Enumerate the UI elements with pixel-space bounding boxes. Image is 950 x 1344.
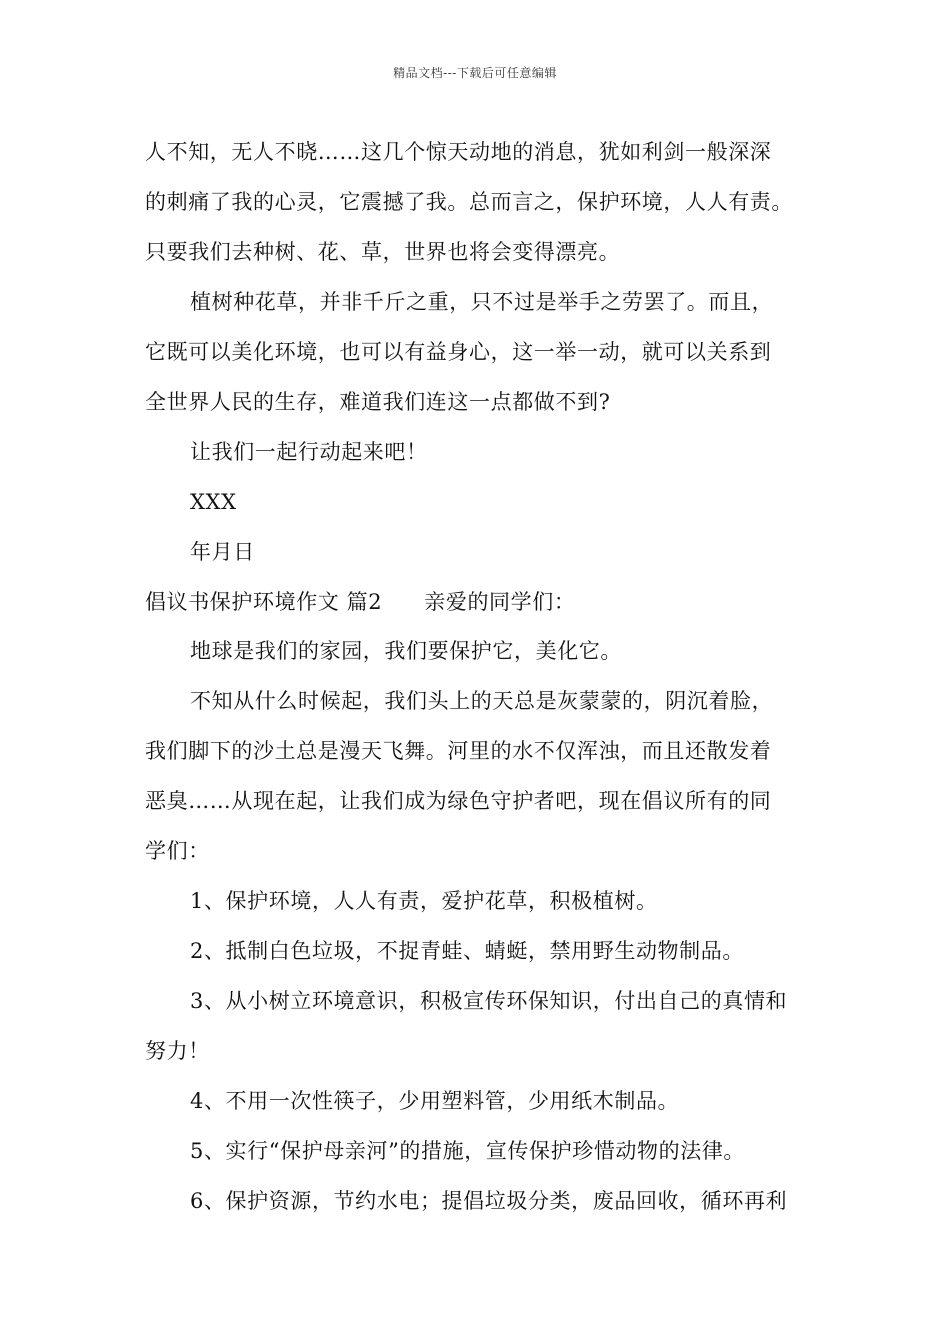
section-title: 倡议书保护环境作文 篇2 — [145, 590, 383, 614]
list-item: 4、不用一次性筷子，少用塑料管，少用纸木制品。 — [190, 1089, 680, 1113]
paragraph-line: 恶臭……从现在起，让我们成为绿色守护者吧，现在倡议所有的同 — [145, 789, 772, 813]
paragraph-line: 人不知，无人不晓……这几个惊天动地的消息，犹如利剑一般深深 — [145, 140, 772, 164]
list-item: 6、保护资源，节约水电；提倡垃圾分类，废品回收，循环再利 — [190, 1189, 788, 1213]
paragraph-line: 只要我们去种树、花、草，世界也将会变得漂亮。 — [145, 240, 621, 264]
paragraph-line: 我们脚下的沙土总是漫天飞舞。河里的水不仅浑浊，而且还散发着 — [145, 739, 772, 763]
list-item: 5、实行“保护母亲河”的措施，宣传保护珍惜动物的法律。 — [190, 1139, 746, 1163]
paragraph-line: 地球是我们的家园，我们要保护它，美化它。 — [190, 639, 622, 663]
list-item-continuation: 努力！ — [145, 1039, 210, 1063]
list-item: 1、保护环境，人人有责，爱护花草，积极植树。 — [190, 889, 658, 913]
signature-date: 年月日 — [190, 540, 255, 564]
paragraph-line: 学们： — [145, 839, 210, 863]
salutation: 亲爱的同学们： — [424, 590, 576, 614]
paragraph-line: 全世界人民的生存，难道我们连这一点都做不到? — [145, 390, 611, 414]
paragraph-line: 不知从什么时候起，我们头上的天总是灰蒙蒙的，阴沉着脸， — [190, 689, 774, 713]
paragraph-line: 让我们一起行动起来吧！ — [190, 440, 428, 464]
paragraph-line: 植树种花草，并非千斤之重，只不过是举手之劳罢了。而且， — [190, 290, 774, 314]
page-header-watermark: 精品文档---下载后可任意编辑 — [393, 66, 557, 80]
section-heading-row — [145, 587, 575, 617]
signature-name: XXX — [190, 490, 237, 514]
paragraph-line: 的刺痛了我的心灵，它震撼了我。总而言之，保护环境，人人有责。 — [145, 190, 793, 214]
paragraph-line: 它既可以美化环境，也可以有益身心，这一举一动，就可以关系到 — [145, 340, 772, 364]
list-item: 2、抵制白色垃圾，不捉青蛙、蜻蜓，禁用野生动物制品。 — [190, 939, 744, 963]
list-item: 3、从小树立环境意识，积极宣传环保知识，付出自己的真情和 — [190, 989, 788, 1013]
